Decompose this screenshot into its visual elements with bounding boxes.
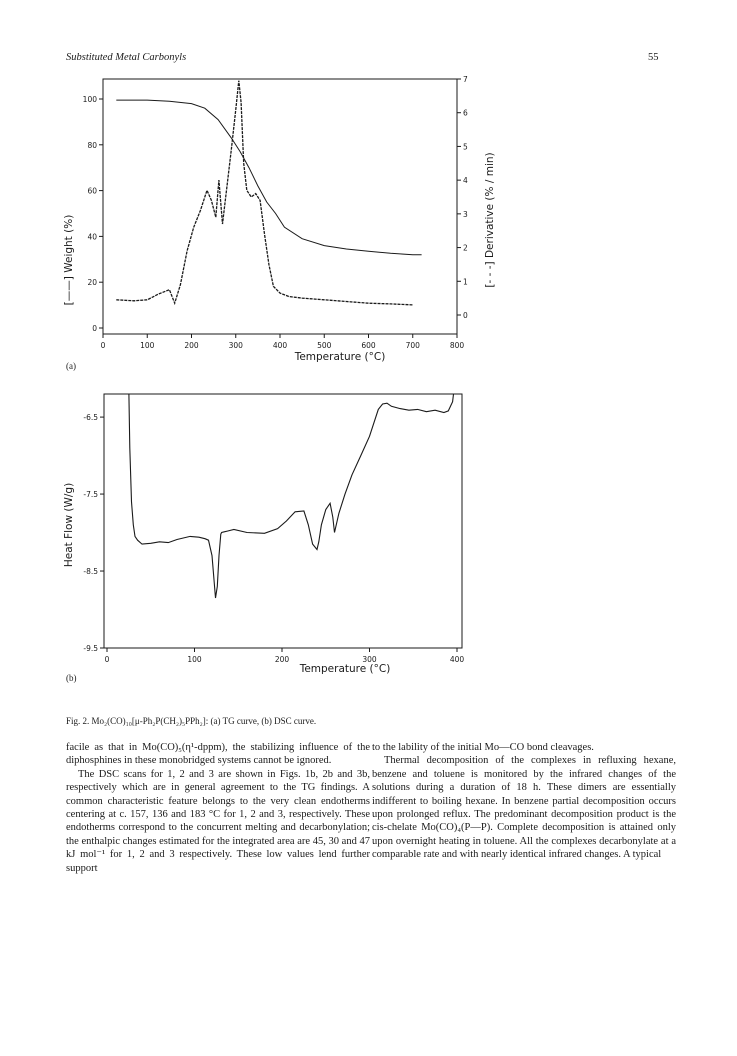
x-tick-label: 600 [361,341,376,350]
derivative-curve [116,81,413,305]
y2-tick-label: 7 [463,75,468,84]
x-tick-label: 200 [274,655,290,664]
paragraph: The DSC scans for 1, 2 and 3 are shown in Figs. 1b, 2b and 3b, respectively which are in general agreement to the TG findings. A common characteristic feature belongs to the very clean endotherms centering at c. 157, 136 and 183 °C for 1, 2 and 3, respectively. These endotherms correspond to the concurrent melting and decarbonylation; the enthalpic changes estimated for the integrated area are 45, 30 and 47 kJ mol⁻¹ for 1, 2 and 3 respectively. These low values lend further support [66,768,370,874]
y-tick-label: 60 [87,186,97,196]
y2-tick-label: 6 [463,108,468,118]
y-tick-label: 100 [82,95,97,104]
paragraph: to the lability of the initial Mo—CO bond cleavages. [372,742,594,753]
x-tick-label: 100 [187,655,202,664]
y2-tick-label: 1 [463,277,468,287]
x-tick-label: 300 [362,655,377,664]
y2-tick-label: 0 [463,311,468,320]
heat-flow-curve [129,394,455,598]
tg-y-axis-label: [——] Weight (%) [63,214,75,306]
y2-tick-label: 2 [463,243,468,253]
x-tick-label: 400 [272,341,288,350]
y-tick-label: 20 [87,278,97,288]
y-tick-label: -8.5 [83,567,98,577]
y2-tick-label: 5 [463,142,468,152]
y-tick-label: 40 [87,232,97,242]
x-tick-label: 100 [140,341,155,350]
x-tick-label: 500 [317,341,332,350]
body-column-left [66,741,370,875]
y-tick-label: -7.5 [83,490,98,500]
dsc-x-axis-label: Temperature (°C) [299,663,391,675]
y2-tick-label: 3 [463,209,468,219]
x-tick-label: 200 [184,341,199,350]
x-tick-label: 400 [449,655,465,664]
tg-chart [0,70,737,380]
x-tick-label: 0 [104,655,110,664]
figure-caption: Fig. 2. Mo₂(CO)₁₀[μ-Ph₂P(CH₂)₅PPh₂]: (a) TG curve, (b) DSC curve. [66,716,317,726]
x-tick-label: 300 [228,341,243,350]
tg-x-axis-label: Temperature (°C) [294,351,386,363]
panel-a-label: (a) [66,361,76,371]
tg-y2-axis-label: [- - -] Derivative (% / min) [484,152,496,288]
dsc-y-axis-label: Heat Flow (W/g) [63,482,75,568]
y-tick-label: -6.5 [83,413,98,423]
paragraph: Thermal decomposition of the complexes in refluxing hexane, benzene and toluene is monitored by the infrared changes of the solutions during a duration of 18 h. These dimers are essentially indifferent to boiling hexane. In benzene partial decomposition occurs upon prolonged reflux. The predominant decomposition product is the cis-chelate Mo(CO)₄(P—P). Complete decomposition is attained only upon overnight heating in toluene. All the complexes decarbonylate at a comparable rate and with nearly identical infrared changes. A typical [372,755,676,861]
y-tick-label: 0 [92,324,97,333]
dsc-chart [0,390,737,710]
page-number: 55 [648,52,659,63]
body-column-right [372,741,676,862]
y-tick-label: -9.5 [83,644,98,653]
running-head: Substituted Metal Carbonyls [66,52,187,63]
y-tick-label: 80 [87,140,97,150]
paragraph: facile as that in Mo(CO)₅(η¹-dppm), the stabilizing influence of the diphosphines in these monobridged systems cannot be ignored. [66,742,370,767]
weight-curve [116,100,421,255]
panel-b-label: (b) [66,673,77,683]
x-tick-label: 0 [100,341,106,350]
x-tick-label: 800 [449,341,465,350]
x-tick-label: 700 [405,341,420,350]
y2-tick-label: 4 [463,176,468,186]
